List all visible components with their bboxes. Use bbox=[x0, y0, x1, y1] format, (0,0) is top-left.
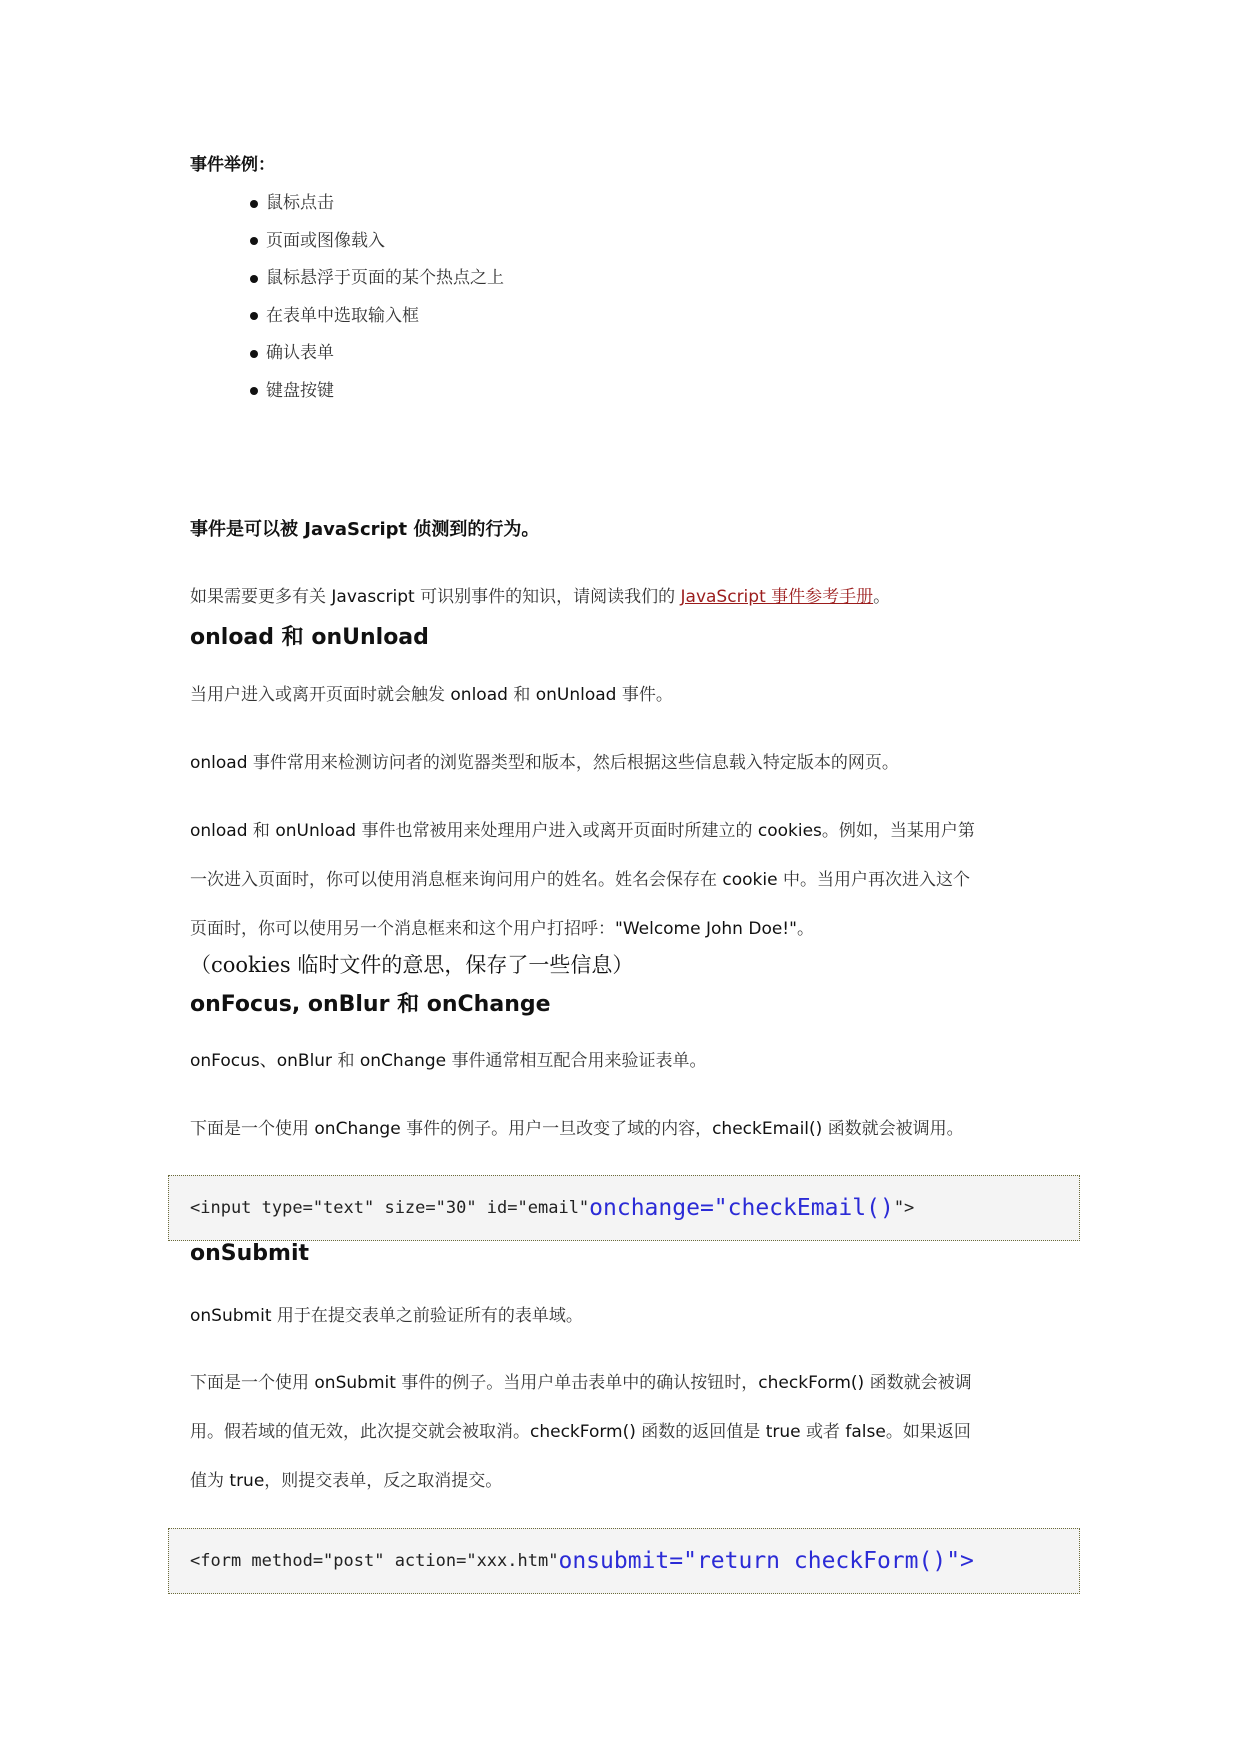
text-span: 。 bbox=[796, 919, 814, 939]
code-term: onload bbox=[190, 753, 248, 773]
code-plain: <input type="text" size="30" id="email" bbox=[190, 1198, 590, 1218]
text-span: 当用户进入或离开页面时就会触发 bbox=[190, 685, 445, 705]
text-span: 或者 bbox=[805, 1422, 840, 1442]
text-span: 函数就会被调 bbox=[869, 1373, 972, 1393]
onsubmit-code-example bbox=[168, 1528, 1080, 1594]
code-term: false bbox=[845, 1422, 886, 1442]
more-info-js: Javascript bbox=[331, 587, 415, 607]
text-span: 和 bbox=[252, 821, 270, 841]
onload-paragraph-3-line-1 bbox=[190, 816, 975, 841]
list-item-label: 页面或图像载入 bbox=[266, 230, 385, 251]
code-term: true bbox=[765, 1422, 801, 1442]
code-term: "Welcome John Doe!" bbox=[615, 919, 797, 939]
code-term: onSubmit bbox=[190, 1306, 272, 1326]
list-item bbox=[250, 260, 504, 298]
onsubmit-paragraph-1 bbox=[190, 1301, 583, 1326]
text-span: 事件的例子。用户一旦改变了域的内容， bbox=[406, 1119, 713, 1139]
text-span: 用。假若域的值无效，此次提交就会被取消。 bbox=[190, 1422, 530, 1442]
onfocus-paragraph-2 bbox=[190, 1114, 964, 1139]
code-term: onload bbox=[450, 685, 508, 705]
code-term: true bbox=[229, 1471, 265, 1491]
text-span: 事件的例子。当用户单击表单中的确认按钮时， bbox=[401, 1373, 759, 1393]
onsubmit-heading: onSubmit bbox=[190, 1241, 310, 1266]
more-info-paragraph bbox=[190, 582, 890, 607]
event-examples-list bbox=[250, 185, 504, 410]
bullet-icon bbox=[250, 350, 258, 358]
onload-paragraph-3-line-2 bbox=[190, 865, 970, 890]
bullet-icon bbox=[250, 275, 258, 283]
code-term: checkForm() bbox=[530, 1422, 636, 1442]
onload-paragraph-1 bbox=[190, 680, 673, 705]
more-info-suffix: 。 bbox=[873, 587, 891, 607]
text-span: 下面是一个使用 bbox=[190, 1373, 309, 1393]
more-info-prefix: 如果需要更多有关 bbox=[190, 587, 326, 607]
list-item-label: 确认表单 bbox=[266, 343, 334, 363]
code-highlight: onsubmit="return checkForm()"> bbox=[558, 1548, 974, 1574]
bullet-icon bbox=[250, 200, 258, 208]
onfocus-heading: onFocus, onBlur 和 onChange bbox=[190, 992, 551, 1017]
code-term: onSubmit bbox=[314, 1373, 396, 1393]
list-item bbox=[250, 223, 504, 261]
code-term: onUnload bbox=[275, 821, 357, 841]
text-span: 事件常用来检测访问者的浏览器类型和版本，然后根据这些信息载入特定版本的网页。 bbox=[252, 753, 899, 773]
code-term: onFocus、onBlur bbox=[190, 1051, 333, 1071]
code-term: cookie bbox=[722, 870, 778, 890]
onsubmit-paragraph-2-line-3 bbox=[190, 1466, 502, 1491]
list-item bbox=[250, 335, 504, 373]
text-span: 。例如，当某用户第 bbox=[821, 821, 975, 841]
text-span: 下面是一个使用 bbox=[190, 1119, 309, 1139]
onsubmit-paragraph-2-line-2 bbox=[190, 1417, 971, 1442]
code-term: checkEmail() bbox=[712, 1119, 823, 1139]
list-item-label: 在表单中选取输入框 bbox=[266, 305, 419, 326]
code-term: onUnload bbox=[535, 685, 617, 705]
more-info-middle: 可识别事件的知识，请阅读我们的 bbox=[420, 587, 676, 607]
text-span: 函数就会被调用。 bbox=[827, 1119, 964, 1139]
text-span: 函数的返回值是 bbox=[641, 1422, 761, 1442]
code-term: onload bbox=[190, 821, 248, 841]
list-item-label: 键盘按键 bbox=[266, 380, 334, 401]
examples-title: 事件举例： bbox=[190, 155, 275, 175]
text-span: 。如果返回 bbox=[885, 1422, 971, 1442]
text-span: 事件通常相互配合用来验证表单。 bbox=[451, 1051, 707, 1071]
event-reference-link[interactable]: JavaScript 事件参考手册 bbox=[680, 587, 874, 607]
code-highlight: onchange="checkEmail() bbox=[589, 1195, 894, 1221]
intro-statement: 事件是可以被 JavaScript 侦测到的行为。 bbox=[190, 519, 540, 540]
list-item-label: 鼠标点击 bbox=[266, 193, 334, 213]
bullet-icon bbox=[250, 237, 258, 245]
bullet-icon bbox=[250, 312, 258, 320]
text-span: 页面时，你可以使用另一个消息框来和这个用户打招呼： bbox=[190, 919, 615, 939]
text-span: 一次进入页面时，你可以使用消息框来询问用户的姓名。姓名会保存在 bbox=[190, 870, 717, 890]
text-span: 事件。 bbox=[621, 685, 673, 705]
onfocus-paragraph-1 bbox=[190, 1046, 707, 1071]
text-span: 用于在提交表单之前验证所有的表单域。 bbox=[276, 1306, 583, 1326]
list-item bbox=[250, 373, 504, 411]
text-span: 中。当用户再次进入这个 bbox=[783, 870, 970, 890]
text-span: 和 bbox=[337, 1051, 355, 1071]
list-item-label: 鼠标悬浮于页面的某个热点之上 bbox=[266, 268, 504, 288]
code-term: cookies bbox=[757, 821, 822, 841]
list-item bbox=[250, 298, 504, 336]
code-term: onChange bbox=[359, 1051, 447, 1071]
text-span: 和 bbox=[513, 685, 531, 705]
onchange-code-example bbox=[168, 1175, 1080, 1241]
text-span: ，则提交表单，反之取消提交。 bbox=[264, 1471, 503, 1491]
bullet-icon bbox=[250, 387, 258, 395]
code-term: checkForm() bbox=[758, 1373, 865, 1393]
code-term: onChange bbox=[314, 1119, 401, 1139]
text-span: 事件也常被用来处理用户进入或离开页面时所建立的 bbox=[361, 821, 753, 841]
text-span: 值为 bbox=[190, 1471, 224, 1491]
onsubmit-paragraph-2-line-1 bbox=[190, 1368, 972, 1393]
onload-heading: onload 和 onUnload bbox=[190, 625, 429, 650]
code-plain: <form method="post" action="xxx.htm" bbox=[190, 1551, 559, 1571]
onload-paragraph-2 bbox=[190, 748, 899, 773]
onload-paragraph-3-line-3 bbox=[190, 914, 814, 939]
list-item bbox=[250, 185, 504, 223]
cookie-note: （cookies 临时文件的意思，保存了一些信息） bbox=[190, 953, 634, 977]
code-plain: "> bbox=[893, 1198, 915, 1218]
